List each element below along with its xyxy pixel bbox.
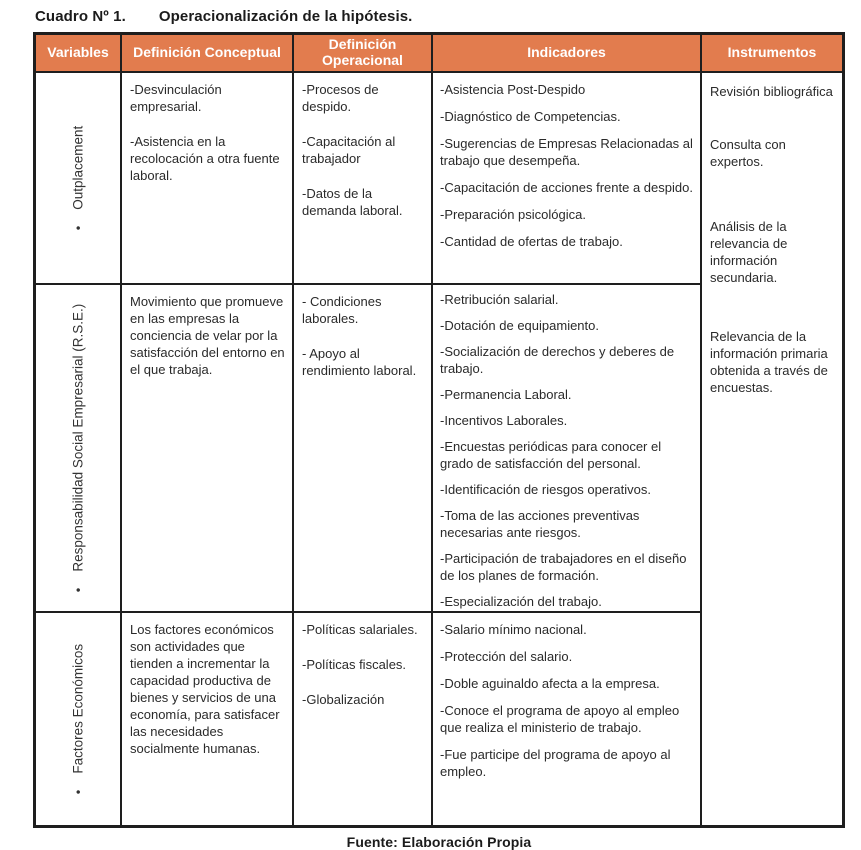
list-item: -Conoce el programa de apoyo al empleo que realiza el ministerio de trabajo.: [440, 703, 680, 735]
bullet-icon: •: [70, 587, 86, 593]
list-item: -Diagnóstico de Competencias.: [440, 109, 621, 124]
indicadores-cell-row1: [433, 73, 702, 285]
table-caption-number: Cuadro Nº 1.: [35, 8, 126, 25]
list-item: -Procesos de despido.: [302, 82, 379, 114]
operacional-cell-row2: [294, 285, 433, 613]
list-item: Análisis de la relevancia de información secundaria.: [710, 219, 788, 285]
indicadores-cell-row2: [433, 285, 702, 613]
indicadores-cell-row3: [433, 613, 702, 825]
list-item: -Políticas salariales.: [302, 622, 418, 637]
header-cell-definicion-conceptual: Definición Conceptual: [122, 35, 294, 73]
header-cell-definicion-operacional: Definición Operacional: [294, 35, 433, 73]
list-item: -Encuestas periódicas para conocer el grado de satisfacción del personal.: [440, 439, 662, 471]
variable-rotated-label: [70, 304, 87, 592]
variable-rotated-label: [70, 126, 87, 231]
list-item: Consulta con expertos.: [710, 137, 786, 169]
list-item: -Participación de trabajadores en el diseño de los planes de formación.: [440, 551, 687, 583]
variable-rotated-label: [70, 644, 87, 794]
list-item: Relevancia de la información primaria obtenida a través de encuestas.: [710, 329, 828, 395]
list-item: -Preparación psicológica.: [440, 207, 586, 222]
list-item: -Incentivos Laborales.: [440, 413, 568, 428]
conceptual-cell-row3: [122, 613, 294, 825]
list-item: -Toma de las acciones preventivas necesarias ante riesgos.: [440, 508, 640, 540]
list-item: -Asistencia Post-Despido: [440, 82, 586, 97]
conceptual-cell-row1: [122, 73, 294, 285]
list-item: -Datos de la demanda laboral.: [302, 186, 403, 218]
list-item: Movimiento que promueve en las empresas la conciencia de velar por la satisfacción del entorno en el que trabaja.: [130, 294, 285, 377]
table-caption: [35, 8, 861, 25]
list-item: Revisión bibliográfica: [710, 84, 833, 99]
list-item: -Identificación de riesgos operativos.: [440, 482, 652, 497]
table-caption-title: Operacionalización de la hipótesis.: [158, 8, 413, 25]
operacional-cell-row1: [294, 73, 433, 285]
variable-cell-outplacement: [36, 73, 122, 285]
variable-label: Outplacement: [70, 125, 86, 210]
list-item: -Globalización: [302, 692, 385, 707]
variable-label: Factores Económicos: [70, 643, 86, 774]
list-item: -Salario mínimo nacional.: [440, 622, 587, 637]
list-item: -Desvinculación empresarial.: [130, 82, 222, 114]
table-source: Fuente: Elaboración Propia: [346, 834, 532, 850]
list-item: -Asistencia en la recolocación a otra fuente laboral.: [130, 134, 280, 183]
list-item: -Dotación de equipamiento.: [440, 318, 599, 333]
variable-cell-factores-economicos: [36, 613, 122, 825]
list-item: -Protección del salario.: [440, 649, 573, 664]
list-item: -Retribución salarial.: [440, 292, 559, 307]
list-item: -Capacitación de acciones frente a despido.: [440, 180, 693, 195]
list-item: -Cantidad de ofertas de trabajo.: [440, 234, 623, 249]
list-item: -Doble aguinaldo afecta a la empresa.: [440, 676, 660, 691]
list-item: -Socialización de derechos y deberes de trabajo.: [440, 344, 675, 376]
conceptual-cell-row2: [122, 285, 294, 613]
variable-label: Responsabilidad Social Empresarial (R.S.E.): [70, 303, 86, 572]
list-item: Los factores económicos son actividades que tienden a incrementar la capacidad productiva de bienes y servicios de una economía, para satisfacer las necesidades socialmente humanas.: [130, 622, 280, 756]
list-item: -Políticas fiscales.: [302, 657, 407, 672]
bullet-icon: •: [70, 789, 86, 795]
header-cell-indicadores: Indicadores: [433, 35, 702, 73]
list-item: -Capacitación al trabajador: [302, 134, 396, 166]
list-item: -Permanencia Laboral.: [440, 387, 572, 402]
list-item: -Especialización del trabajo.: [440, 594, 602, 609]
list-item: -Sugerencias de Empresas Relacionadas al trabajo que desempeña.: [440, 136, 693, 168]
list-item: - Condiciones laborales.: [302, 294, 382, 326]
header-cell-instrumentos: Instrumentos: [702, 35, 842, 73]
operationalization-table: [33, 32, 845, 828]
list-item: -Fue participe del programa de apoyo al empleo.: [440, 747, 671, 779]
variable-cell-rse: [36, 285, 122, 613]
operacional-cell-row3: [294, 613, 433, 825]
header-cell-variables: Variables: [36, 35, 122, 73]
list-item: - Apoyo al rendimiento laboral.: [302, 346, 417, 378]
bullet-icon: •: [70, 225, 86, 231]
instrumentos-cell: [702, 73, 842, 825]
